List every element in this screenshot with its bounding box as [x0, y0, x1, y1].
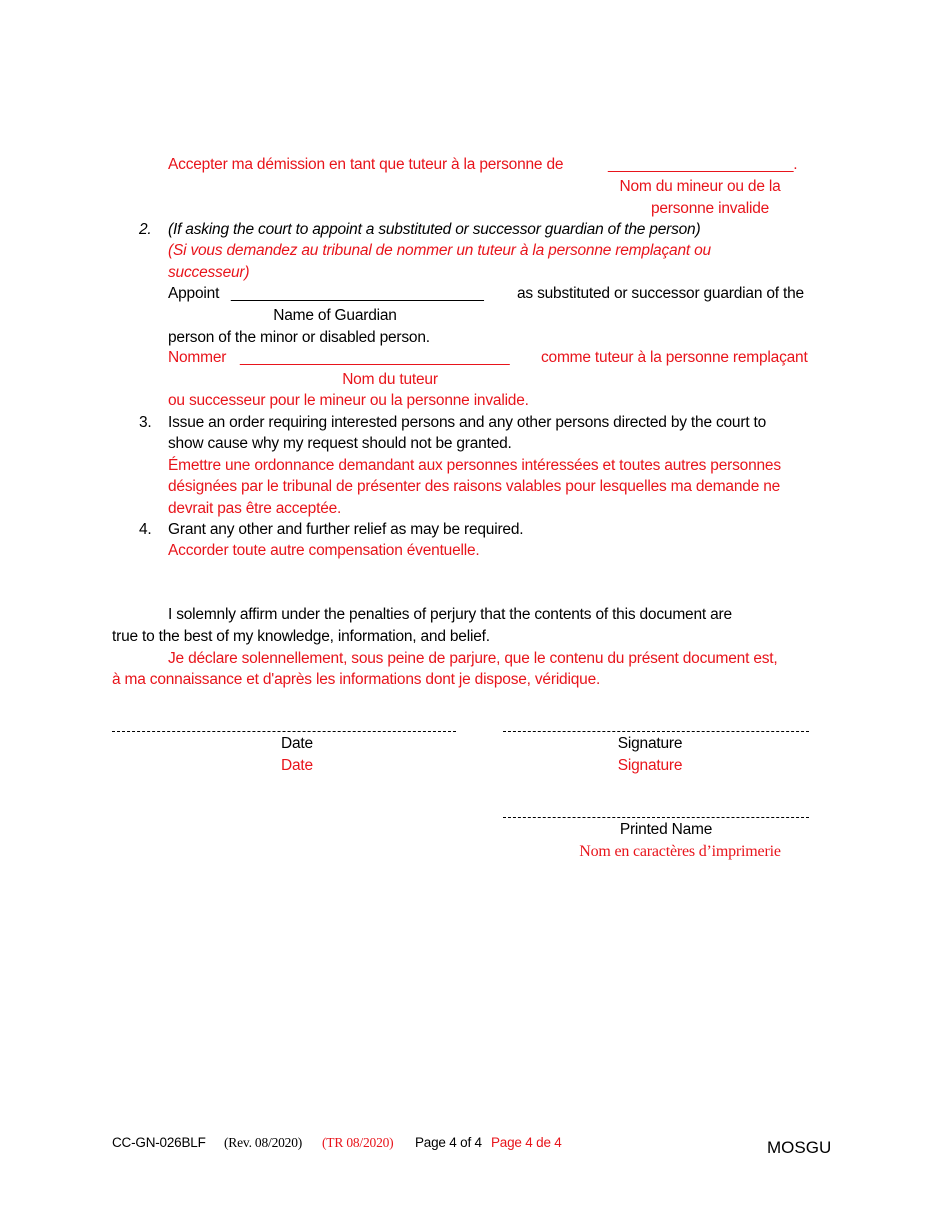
item2-condition-fr-1: (Si vous demandez au tribunal de nommer un tuteur à la personne remplaçant ou [168, 242, 711, 259]
footer-form-id: CC-GN-026BLF [112, 1135, 206, 1150]
item2-en-caption: Name of Guardian [273, 307, 397, 324]
item1-fr-caption-1: Nom du mineur ou de la [619, 178, 781, 195]
printed-name-line[interactable] [503, 817, 809, 818]
item4-fr: Accorder toute autre compensation éventuelle. [168, 542, 480, 559]
item2-en-rest: as substituted or successor guardian of the [517, 285, 804, 302]
item2-fr-line2: ou successeur pour le mineur ou la personne invalide. [168, 392, 529, 409]
item2-fr-lead: Nommer [168, 349, 227, 366]
affirmation-en-2: true to the best of my knowledge, information, and belief. [112, 628, 490, 645]
item3-number: 3. [139, 414, 152, 431]
footer-page-fr: Page 4 de 4 [491, 1135, 562, 1150]
item1-fr-text: Accepter ma démission en tant que tuteur à la personne de [168, 156, 564, 173]
item1-fr-blank: ______________________. [608, 156, 798, 173]
footer-page-en: Page 4 of 4 [415, 1135, 482, 1150]
footer-tr: (TR 08/2020) [322, 1135, 394, 1150]
signature-label-en: Signature [617, 735, 683, 752]
item2-number: 2. [139, 221, 152, 238]
item3-en-1: Issue an order requiring interested persons and any other persons directed by the court to [168, 414, 767, 431]
footer-code: MOSGU [767, 1138, 832, 1157]
affirmation-fr-1: Je déclare solennellement, sous peine de parjure, que le contenu du présent document est, [168, 650, 778, 667]
item2-fr-caption: Nom du tuteur [342, 371, 438, 388]
affirmation-en-1: I solemnly affirm under the penalties of perjury that the contents of this document are [168, 606, 732, 623]
signature-label-fr: Signature [617, 757, 683, 774]
date-label-fr: Date [281, 757, 313, 774]
printed-name-label-en: Printed Name [619, 821, 713, 838]
date-line[interactable] [112, 731, 456, 732]
item2-fr-rest: comme tuteur à la personne remplaçant [541, 349, 808, 366]
printed-name-label-fr: Nom en caractères d’imprimerie [579, 843, 781, 860]
item3-en-2: show cause why my request should not be granted. [168, 435, 512, 452]
item3-fr-1: Émettre une ordonnance demandant aux personnes intéressées et toutes autres personnes [168, 457, 781, 474]
item2-en-lead: Appoint [168, 285, 220, 302]
item2-fr-blank: ________________________________ [240, 349, 510, 366]
item2-en-line2: person of the minor or disabled person. [168, 329, 430, 346]
item3-fr-2: désignées par le tribunal de présenter des raisons valables pour lesquelles ma demande ne [168, 478, 781, 495]
item3-fr-3: devrait pas être acceptée. [168, 500, 342, 517]
footer-rev: (Rev. 08/2020) [224, 1135, 303, 1150]
item2-condition-fr-2: successeur) [168, 264, 250, 281]
signature-line[interactable] [503, 731, 809, 732]
date-label-en: Date [281, 735, 313, 752]
affirmation-fr-2: à ma connaissance et d'après les informations dont je dispose, véridique. [112, 671, 601, 688]
item4-en: Grant any other and further relief as may be required. [168, 521, 524, 538]
item1-fr-caption-2: personne invalide [650, 200, 770, 217]
item2-condition-en: (If asking the court to appoint a substituted or successor guardian of the person) [168, 221, 701, 238]
item2-en-blank: ______________________________ [231, 285, 484, 302]
item4-number: 4. [139, 521, 152, 538]
